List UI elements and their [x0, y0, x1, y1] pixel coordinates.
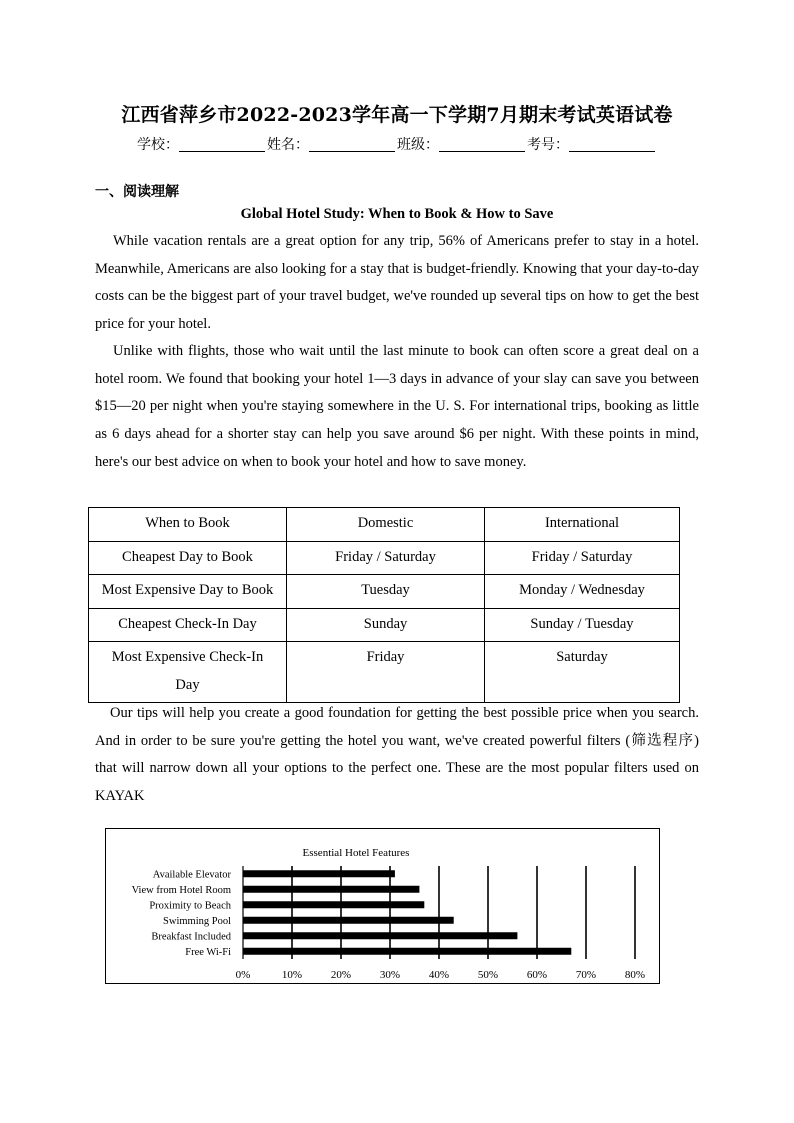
paragraph-3: Our tips will help you create a good foundation for getting the best possible price when you search. And in order to be sure you're getting the hotel you want, we've created powerful filters (筛选程序) that will narrow down all your options to the perfect one. These are the most popular filters used on KAYAK	[95, 705, 699, 805]
chart-bar	[243, 932, 517, 939]
table-row	[89, 575, 680, 609]
exam-number-label: 考号：	[527, 137, 569, 153]
chart-svg	[106, 829, 659, 983]
table-header-cell: Domestic	[287, 508, 485, 542]
chart-tick-label: 20%	[330, 969, 352, 981]
chart-title: Essential Hotel Features	[302, 847, 410, 859]
table-header-cell: International	[485, 508, 680, 542]
table-cell: Monday / Wednesday	[485, 575, 680, 609]
article-title: Global Hotel Study: When to Book & How to Save	[240, 206, 554, 222]
school-label: 学校：	[137, 137, 179, 153]
table-cell: Friday / Saturday	[287, 541, 485, 575]
chart-category-label: Free Wi-Fi	[185, 946, 231, 958]
name-blank[interactable]	[309, 137, 395, 152]
table-row	[89, 642, 680, 703]
chart-tick-label: 50%	[477, 969, 499, 981]
chart-bar	[243, 901, 424, 908]
table-cell: Cheapest Check-In Day	[89, 608, 287, 642]
chart-tick-label: 10%	[281, 969, 303, 981]
table-cell: Tuesday	[287, 575, 485, 609]
chart-tick-labels	[236, 969, 645, 981]
student-info-line	[95, 134, 699, 154]
chart-category-labels	[132, 869, 232, 958]
chart-tick-label: 0%	[235, 969, 251, 981]
chart-category-label: Available Elevator	[152, 869, 231, 881]
chart-bar	[243, 917, 454, 924]
table-cell: Sunday / Tuesday	[485, 608, 680, 642]
exam-title: 江西省萍乡市2022-2023学年高一下学期7月期末考试英语试卷	[121, 104, 673, 126]
chart-category-label: Breakfast Included	[151, 931, 231, 943]
table-cell: Friday	[287, 642, 485, 703]
table-header-row	[89, 508, 680, 542]
chart-category-label: Swimming Pool	[163, 915, 231, 927]
table-cell: Friday / Saturday	[485, 541, 680, 575]
table-cell: Saturday	[485, 642, 680, 703]
chart-category-label: View from Hotel Room	[131, 884, 231, 896]
chart-tick-label: 30%	[379, 969, 401, 981]
table-cell: Sunday	[287, 608, 485, 642]
booking-days-table	[88, 507, 680, 703]
class-label: 班级：	[397, 137, 439, 153]
chart-tick-label: 70%	[575, 969, 597, 981]
school-blank[interactable]	[179, 137, 265, 152]
chart-tick-label: 60%	[526, 969, 548, 981]
hotel-features-chart	[105, 828, 660, 984]
paragraph-2: Unlike with flights, those who wait until the last minute to book can often score a great deal on a hotel room. We found that booking your hotel 1—3 days in advance of your slay can save you between $15—20 per night when you're staying somewhere in the U. S. For international trips, booking as little as 6 days ahead for a shorter stay can help you save around $6 per night. With these points in mind, here's our best advice on when to book your hotel and how to save money.	[95, 343, 699, 470]
chart-bar	[243, 870, 395, 877]
section-heading: 一、阅读理解	[95, 184, 179, 200]
table-row	[89, 541, 680, 575]
table-cell: Cheapest Day to Book	[89, 541, 287, 575]
chart-bar	[243, 886, 419, 893]
chart-category-label: Proximity to Beach	[149, 900, 231, 912]
name-label: 姓名：	[267, 137, 309, 153]
table-row	[89, 608, 680, 642]
paragraph-1: While vacation rentals are a great option for any trip, 56% of Americans prefer to stay in a hotel. Meanwhile, Americans are also looking for a stay that is budget-friendly. Knowing that your day-to-day costs can be the biggest part of your travel budget, we've rounded up several tips on how to get the best price for your hotel.	[95, 233, 699, 333]
table-cell: Most Expensive Day to Book	[89, 575, 287, 609]
chart-grid	[243, 866, 635, 959]
chart-tick-label: 40%	[428, 969, 450, 981]
table-cell: Most Expensive Check-In Day	[89, 642, 287, 703]
chart-bar	[243, 948, 571, 955]
table-header-cell: When to Book	[89, 508, 287, 542]
chart-tick-label: 80%	[624, 969, 646, 981]
class-blank[interactable]	[439, 137, 525, 152]
exam-number-blank[interactable]	[569, 137, 655, 152]
